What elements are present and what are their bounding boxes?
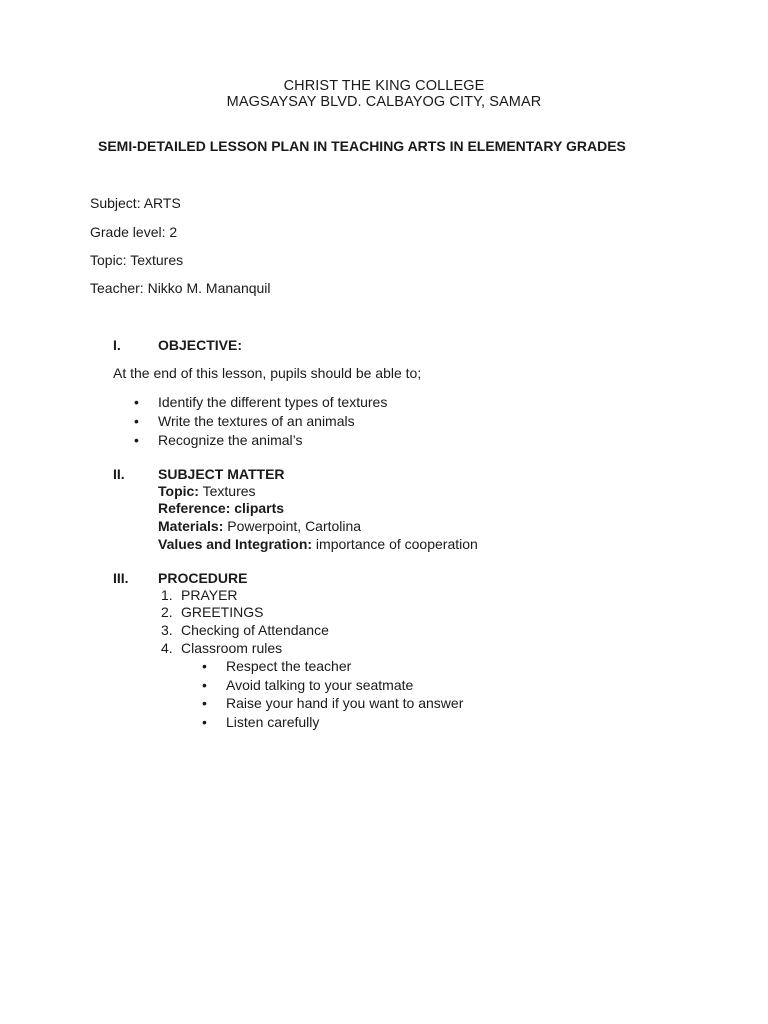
teacher-line: Teacher: Nikko M. Mananquil <box>90 280 271 296</box>
subject-matter-heading: SUBJECT MATTER <box>158 466 285 482</box>
school-name: CHRIST THE KING COLLEGE <box>283 78 485 94</box>
sm-topic-label: Topic: <box>158 483 199 499</box>
procedure-step: PRAYER <box>181 587 238 603</box>
objective-item: • Write the textures of an animals <box>158 413 355 429</box>
procedure-numeral: III. <box>113 570 129 586</box>
procedure-step-num: 4. <box>161 640 173 656</box>
classroom-rule: • Avoid talking to your seatmate <box>226 677 413 693</box>
sm-materials-row <box>158 518 361 534</box>
procedure-step-num: 1. <box>161 587 173 603</box>
classroom-rule: • Listen carefully <box>226 714 319 730</box>
sm-materials-value: Powerpoint, Cartolina <box>223 518 362 534</box>
sm-values-label: Values and Integration: <box>158 536 313 552</box>
procedure-step: Classroom rules <box>181 640 283 656</box>
objective-item: • Recognize the animal’s <box>158 432 303 448</box>
sm-topic-row <box>158 483 256 499</box>
sm-values-row <box>158 536 478 552</box>
subject-line: Subject: ARTS <box>90 195 181 211</box>
classroom-rule: • Respect the teacher <box>226 658 351 674</box>
objective-numeral: I. <box>113 337 121 353</box>
procedure-step-num: 3. <box>161 622 173 638</box>
topic-line: Topic: Textures <box>90 252 184 268</box>
sm-topic-value: Textures <box>198 483 256 499</box>
classroom-rule: • Raise your hand if you want to answer <box>226 695 463 711</box>
school-address: MAGSAYSAY BLVD. CALBAYOG CITY, SAMAR <box>226 94 542 110</box>
procedure-heading: PROCEDURE <box>158 570 248 586</box>
sm-reference: Reference: cliparts <box>158 500 285 516</box>
sm-materials-label: Materials: <box>158 518 224 534</box>
objective-heading: OBJECTIVE: <box>158 337 243 353</box>
objective-item: • Identify the different types of textures <box>158 394 387 410</box>
procedure-step-num: 2. <box>161 604 173 620</box>
objective-intro: At the end of this lesson, pupils should be able to; <box>113 365 422 381</box>
grade-line: Grade level: 2 <box>90 224 178 240</box>
subject-matter-numeral: II. <box>113 466 125 482</box>
procedure-step: GREETINGS <box>181 604 264 620</box>
sm-values-value: importance of cooperation <box>312 536 478 552</box>
procedure-step: Checking of Attendance <box>181 622 329 638</box>
document-title: SEMI-DETAILED LESSON PLAN IN TEACHING ARTS IN ELEMENTARY GRADES <box>98 138 626 154</box>
